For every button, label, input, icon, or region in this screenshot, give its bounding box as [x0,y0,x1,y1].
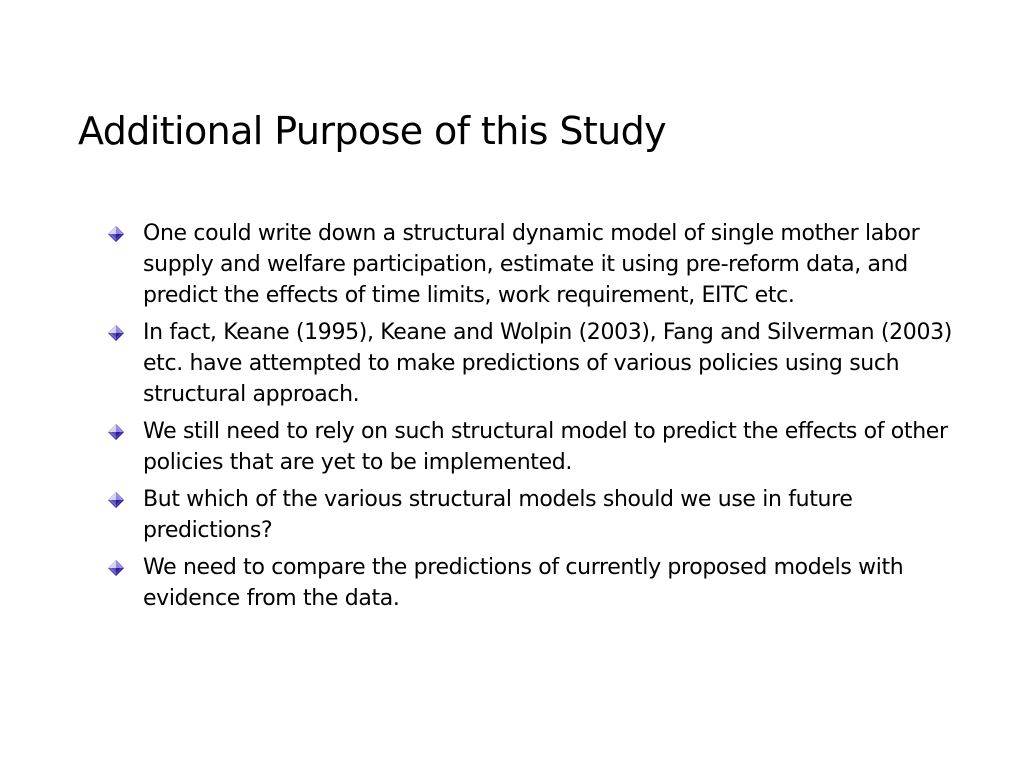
bullet-text: One could write down a structural dynamic model of single mother labor supply and welfare participation, estimate it using pre-reform data, and predict the effects of time limits, work requirement, EITC etc. [143,221,920,308]
bullet-list [108,218,968,620]
bullet-text: We need to compare the predictions of currently proposed models with evidence from the data. [143,555,904,611]
bullet-text: In fact, Keane (1995), Keane and Wolpin (2003), Fang and Silverman (2003) etc. have attempted to make predictions of various policies using such structural approach. [143,320,952,407]
diamond-bullet-icon [108,424,124,440]
diamond-bullet-icon [108,226,124,242]
slide-title: Additional Purpose of this Study [78,109,667,153]
diamond-bullet-icon [108,560,124,576]
diamond-bullet-icon [108,325,124,341]
bullet-item [108,218,968,311]
diamond-bullet-icon [108,492,124,508]
bullet-item [108,317,968,410]
bullet-item [108,484,968,546]
bullet-text: We still need to rely on such structural model to predict the effects of other policies that are yet to be implemented. [143,419,948,475]
bullet-text: But which of the various structural models should we use in future predictions? [143,487,853,543]
bullet-item [108,552,968,614]
bullet-item [108,416,968,478]
